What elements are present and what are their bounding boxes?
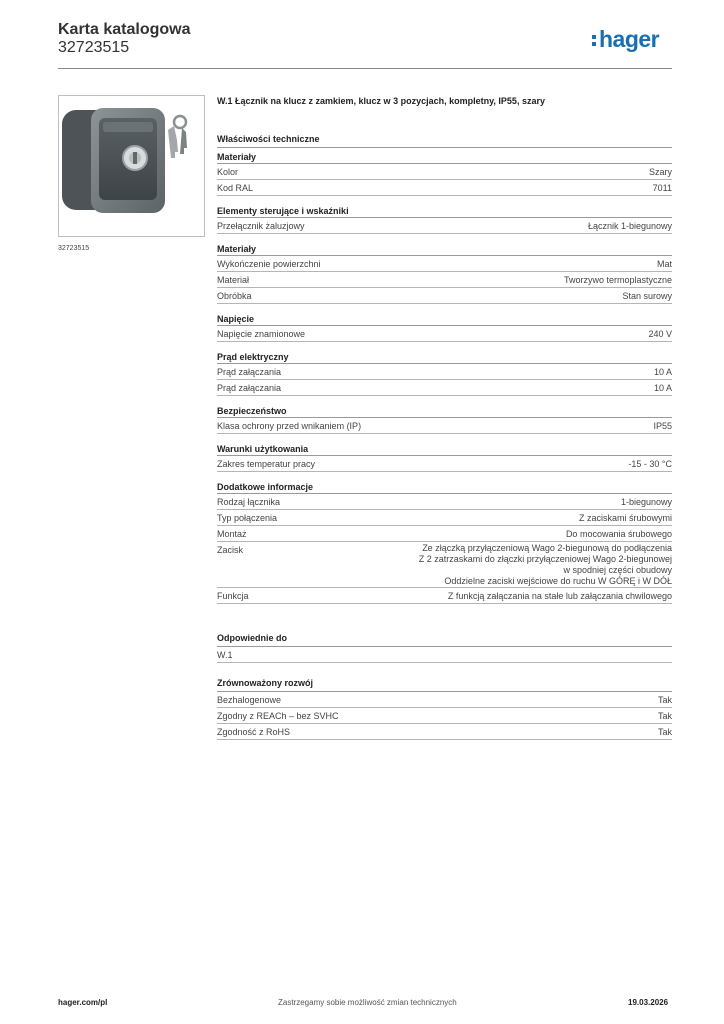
- spec-value: 7011: [652, 183, 672, 193]
- spec-label: Bezhalogenowe: [217, 695, 282, 705]
- spec-row: [217, 380, 672, 396]
- spec-row: [217, 456, 672, 472]
- spec-row: [217, 647, 672, 663]
- spec-label: Napięcie znamionowe: [217, 329, 306, 339]
- spec-row: [217, 326, 672, 342]
- spec-label: Kolor: [217, 167, 239, 177]
- spec-row: [217, 218, 672, 234]
- group-heading: Elementy sterujące i wskaźniki: [217, 205, 672, 218]
- logo-dots-icon: [592, 32, 597, 49]
- spec-row: [217, 692, 672, 708]
- spec-content: [217, 94, 672, 740]
- spec-value: Z zaciskami śrubowymi: [578, 513, 672, 523]
- group-heading: Materiały: [217, 243, 672, 256]
- footer-date: 19.03.2026: [628, 998, 669, 1007]
- spec-value: Do mocowania śrubowego: [565, 529, 672, 539]
- spec-value: 1-biegunowy: [620, 497, 672, 507]
- spec-value: Tworzywo termoplastyczne: [563, 275, 672, 285]
- spec-value-line: Ze złączką przyłączeniową Wago 2-biegunową do podłączenia: [422, 543, 672, 553]
- spec-row: [217, 542, 672, 588]
- spec-row: [217, 588, 672, 604]
- spec-value: IP55: [653, 421, 672, 431]
- spec-label: Prąd załączania: [217, 367, 282, 377]
- spec-row: [217, 364, 672, 380]
- product-title: W.1 Łącznik na klucz z zamkiem, klucz w 3 pozycjach, kompletny, IP55, szary: [217, 96, 545, 106]
- spec-groups: [217, 151, 672, 604]
- spec-row: [217, 272, 672, 288]
- footer-notice: Zastrzegamy sobie możliwość zmian technicznych: [278, 998, 457, 1007]
- suitable-rows: [217, 647, 672, 663]
- spec-value: Tak: [657, 695, 672, 705]
- spec-row: [217, 494, 672, 510]
- spec-value: Mat: [656, 259, 672, 269]
- logo-text: hager: [599, 26, 660, 52]
- spec-label: Zacisk: [217, 545, 244, 555]
- group-heading: Warunki użytkowania: [217, 443, 672, 456]
- spec-label: Przełącznik żaluzjowy: [217, 221, 305, 231]
- group-heading: Napięcie: [217, 313, 672, 326]
- spec-label: Funkcja: [217, 591, 249, 601]
- spec-label: W.1: [217, 650, 233, 660]
- spec-value: Łącznik 1-biegunowy: [587, 221, 672, 231]
- spec-row: [217, 708, 672, 724]
- sustainability-rows: [217, 692, 672, 740]
- spec-label: Zakres temperatur pracy: [217, 459, 316, 469]
- spec-label: Montaż: [217, 529, 247, 539]
- group-heading: Dodatkowe informacje: [217, 481, 672, 494]
- spec-value: Stan surowy: [622, 291, 672, 301]
- spec-value-line: w spodniej części obudowy: [563, 565, 672, 575]
- spec-value-line: Z 2 zatrzaskami do złączki przyłączeniowej Wago 2-biegunowej: [418, 554, 672, 564]
- spec-row: [217, 256, 672, 272]
- spec-value-line: Oddzielne zaciski wejściowe do ruchu W GÓRĘ i W DÓŁ: [444, 576, 672, 586]
- spec-value: Z funkcją załączania na stałe lub załączania chwilowego: [447, 591, 672, 601]
- image-caption: 32723515: [58, 245, 90, 252]
- spec-label: Typ połączenia: [217, 513, 278, 523]
- header-divider: [58, 68, 672, 69]
- spec-row: [217, 164, 672, 180]
- footer-website[interactable]: hager.com/pl: [58, 998, 108, 1007]
- section-suitable: Odpowiednie do: [217, 630, 672, 647]
- spec-value: Szary: [648, 167, 672, 177]
- spec-label: Obróbka: [217, 291, 252, 301]
- section-sustainability: Zrównoważony rozwój: [217, 675, 672, 692]
- spec-row: [217, 724, 672, 740]
- product-image: [58, 95, 205, 237]
- product-code: 32723515: [58, 39, 130, 56]
- spec-row: [217, 288, 672, 304]
- spec-row: [217, 526, 672, 542]
- spec-value: 240 V: [648, 329, 672, 339]
- spec-value: [419, 543, 672, 587]
- spec-value: Tak: [657, 727, 672, 737]
- spec-label: Prąd załączania: [217, 383, 282, 393]
- spec-value: 10 A: [653, 383, 672, 393]
- group-heading: Bezpieczeństwo: [217, 405, 672, 418]
- spec-label: Zgodność z RoHS: [217, 727, 291, 737]
- hager-logo: [592, 28, 659, 51]
- spec-label: Rodzaj łącznika: [217, 497, 281, 507]
- spec-label: Wykończenie powierzchni: [217, 259, 321, 269]
- spec-value: 10 A: [653, 367, 672, 377]
- spec-label: Zgodny z REACh – bez SVHC: [217, 711, 339, 721]
- spec-row: [217, 510, 672, 526]
- spec-row: [217, 418, 672, 434]
- spec-label: Kod RAL: [217, 183, 254, 193]
- spec-row: [217, 180, 672, 196]
- section-technical: Właściwości techniczne: [217, 131, 672, 148]
- spec-value: -15 - 30 °C: [628, 459, 672, 469]
- key-switch-icon: [59, 96, 204, 236]
- spec-label: Materiał: [217, 275, 250, 285]
- group-heading: Prąd elektryczny: [217, 351, 672, 364]
- spec-value: Tak: [657, 711, 672, 721]
- group-heading: Materiały: [217, 151, 672, 164]
- page-title: Karta katalogowa: [58, 21, 191, 38]
- spec-label: Klasa ochrony przed wnikaniem (IP): [217, 421, 362, 431]
